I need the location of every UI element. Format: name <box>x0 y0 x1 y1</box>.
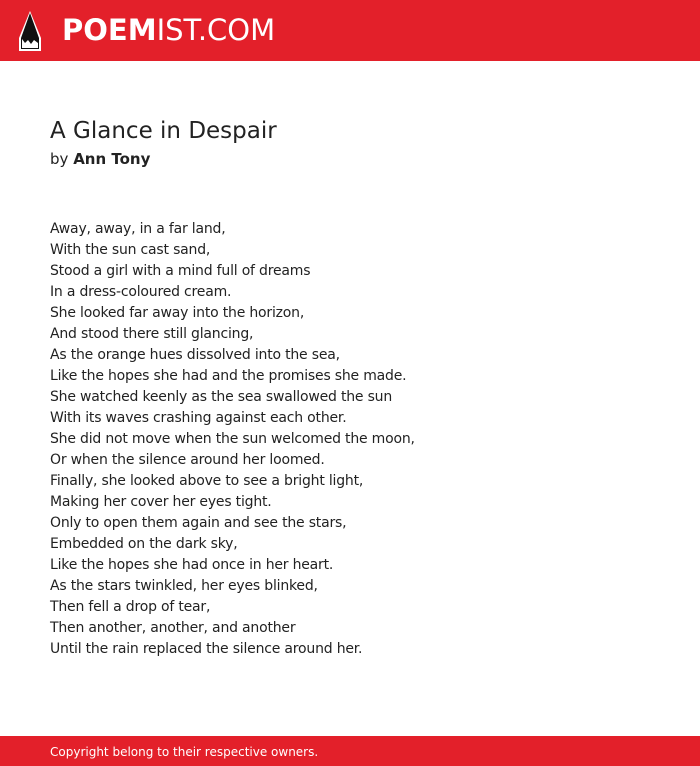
site-logo[interactable] <box>62 13 275 47</box>
poem-line: In a dress-coloured cream. <box>50 284 232 300</box>
pencil-tip-icon <box>17 10 43 52</box>
copyright-notice: Copyright belong to their respective owners. <box>50 745 319 759</box>
poem-line: As the orange hues dissolved into the sea, <box>50 347 340 363</box>
poem-line: With its waves crashing against each other. <box>50 410 347 426</box>
poem-line: With the sun cast sand, <box>50 242 211 258</box>
poem-line: Only to open them again and see the stars, <box>50 515 347 531</box>
poem-line: Like the hopes she had once in her heart. <box>50 557 334 573</box>
poem-line: Making her cover her eyes tight. <box>50 494 272 510</box>
poem-line: Then another, another, and another <box>50 620 296 636</box>
site-footer <box>0 736 700 766</box>
poem-line: As the stars twinkled, her eyes blinked, <box>50 578 318 594</box>
poem-line: Then fell a drop of tear, <box>50 599 211 615</box>
poem-line: Stood a girl with a mind full of dreams <box>50 263 311 279</box>
poem-line: Finally, she looked above to see a bright light, <box>50 473 364 489</box>
poem-title: A Glance in Despair <box>50 118 277 144</box>
poem-line: Until the rain replaced the silence around her. <box>50 641 363 657</box>
poem-line: Like the hopes she had and the promises she made. <box>50 368 407 384</box>
logo-light-text: IST.COM <box>156 13 276 47</box>
poem-line: And stood there still glancing, <box>50 326 254 342</box>
poem-line: She looked far away into the horizon, <box>50 305 305 321</box>
poem-line: She did not move when the sun welcomed the moon, <box>50 431 415 447</box>
poem-line: Or when the silence around her loomed. <box>50 452 325 468</box>
poem-line: Away, away, in a far land, <box>50 221 226 237</box>
poem-byline <box>50 149 150 169</box>
poem-line: Embedded on the dark sky, <box>50 536 238 552</box>
poem-body <box>50 219 415 660</box>
poem-line: She watched keenly as the sea swallowed the sun <box>50 389 393 405</box>
site-header <box>0 0 700 61</box>
poem-author: Ann Tony <box>73 150 151 168</box>
byline-prefix: by <box>50 150 69 168</box>
logo-bold-text: POEM <box>62 13 157 47</box>
